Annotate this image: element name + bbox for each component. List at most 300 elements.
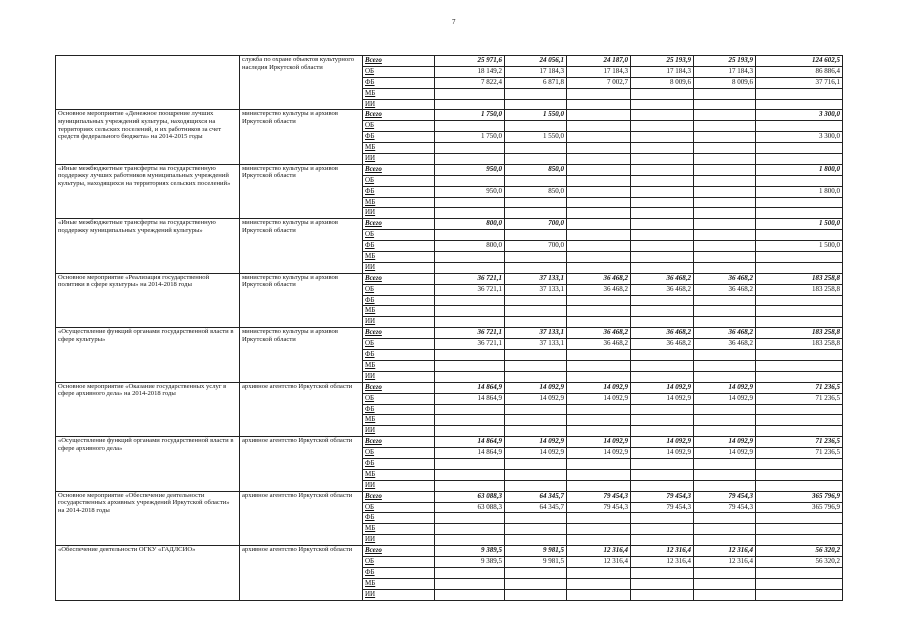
year-value-cell: 25 193,9 <box>694 56 756 67</box>
year-value-cell <box>567 513 631 524</box>
year-value-cell: 14 092,9 <box>505 437 567 448</box>
executor-name: министерство культуры и архивов Иркутской области <box>240 273 363 327</box>
year-value-cell <box>694 589 756 600</box>
total-cell <box>756 415 843 426</box>
total-cell <box>756 154 843 165</box>
year-value-cell: 9 389,5 <box>435 556 505 567</box>
year-value-cell <box>505 295 567 306</box>
table-row <box>56 164 843 175</box>
year-value-cell <box>631 578 694 589</box>
year-value-cell <box>694 469 756 480</box>
year-value-cell <box>694 415 756 426</box>
funding-source: ОБ <box>363 230 435 241</box>
year-value-cell <box>505 252 567 263</box>
year-value-cell <box>694 578 756 589</box>
year-value-cell: 14 092,9 <box>567 437 631 448</box>
funding-source: МБ <box>363 578 435 589</box>
total-cell <box>756 121 843 132</box>
year-value-cell <box>694 306 756 317</box>
year-value-cell: 12 316,4 <box>694 546 756 557</box>
total-cell <box>756 317 843 328</box>
year-value-cell: 36 468,2 <box>567 328 631 339</box>
year-value-cell <box>567 219 631 230</box>
year-value-cell <box>567 317 631 328</box>
total-cell <box>756 371 843 382</box>
year-value-cell <box>631 219 694 230</box>
year-value-cell: 24 056,1 <box>505 56 567 67</box>
funding-source: Всего <box>363 164 435 175</box>
funding-source: ФБ <box>363 404 435 415</box>
funding-source: ОБ <box>363 121 435 132</box>
year-value-cell <box>694 175 756 186</box>
year-value-cell <box>505 208 567 219</box>
funding-source: ФБ <box>363 77 435 88</box>
budget-table <box>55 55 843 601</box>
total-cell: 1 500,0 <box>756 241 843 252</box>
year-value-cell <box>694 186 756 197</box>
year-value-cell <box>505 524 567 535</box>
year-value-cell: 950,0 <box>435 186 505 197</box>
year-value-cell <box>694 350 756 361</box>
total-cell: 1 800,0 <box>756 186 843 197</box>
year-value-cell <box>435 197 505 208</box>
year-value-cell: 36 468,2 <box>631 339 694 350</box>
total-cell <box>756 295 843 306</box>
activity-name: «Осуществление функций органами государственной власти в сфере культуры» <box>56 328 240 382</box>
executor-name: архивное агентство Иркутской области <box>240 546 363 600</box>
activity-name <box>56 56 240 110</box>
year-value-cell <box>631 458 694 469</box>
year-value-cell <box>505 371 567 382</box>
year-value-cell <box>567 426 631 437</box>
year-value-cell <box>631 197 694 208</box>
year-value-cell <box>567 415 631 426</box>
table-row <box>56 437 843 448</box>
year-value-cell <box>567 154 631 165</box>
year-value-cell <box>505 143 567 154</box>
year-value-cell: 14 092,9 <box>694 437 756 448</box>
table-row <box>56 56 843 67</box>
funding-source: Всего <box>363 437 435 448</box>
year-value-cell <box>505 458 567 469</box>
year-value-cell <box>631 469 694 480</box>
year-value-cell <box>505 197 567 208</box>
total-cell <box>756 535 843 546</box>
year-value-cell <box>694 426 756 437</box>
year-value-cell <box>567 252 631 263</box>
executor-name: архивное агентство Иркутской области <box>240 382 363 436</box>
year-value-cell: 79 454,3 <box>631 491 694 502</box>
year-value-cell <box>567 88 631 99</box>
year-value-cell <box>435 524 505 535</box>
year-value-cell <box>694 458 756 469</box>
table-row <box>56 328 843 339</box>
year-value-cell <box>694 513 756 524</box>
year-value-cell: 7 002,7 <box>567 77 631 88</box>
year-value-cell <box>631 262 694 273</box>
executor-name: служба по охране объектов культурного наследия Иркутской области <box>240 56 363 110</box>
funding-source: МБ <box>363 143 435 154</box>
year-value-cell <box>505 589 567 600</box>
total-cell <box>756 426 843 437</box>
funding-source: ФБ <box>363 186 435 197</box>
year-value-cell: 800,0 <box>435 219 505 230</box>
year-value-cell: 37 133,1 <box>505 273 567 284</box>
year-value-cell: 79 454,3 <box>694 502 756 513</box>
year-value-cell <box>505 404 567 415</box>
year-value-cell <box>631 371 694 382</box>
year-value-cell: 17 184,3 <box>631 66 694 77</box>
year-value-cell: 14 092,9 <box>505 393 567 404</box>
year-value-cell <box>435 404 505 415</box>
activity-name: Основное мероприятие «Денежное поощрение лучших муниципальных учреждений культуры, находящихся на территориях сельских поселений, и их работников за счет средств федерального бюджета» на 2014-2015 годы <box>56 110 240 164</box>
year-value-cell <box>567 132 631 143</box>
funding-source: ФБ <box>363 513 435 524</box>
funding-source: ОБ <box>363 175 435 186</box>
year-value-cell: 37 133,1 <box>505 339 567 350</box>
year-value-cell <box>567 306 631 317</box>
year-value-cell <box>435 99 505 110</box>
year-value-cell: 7 822,4 <box>435 77 505 88</box>
year-value-cell <box>631 360 694 371</box>
year-value-cell <box>505 535 567 546</box>
funding-source: МБ <box>363 252 435 263</box>
year-value-cell <box>435 154 505 165</box>
funding-source: ФБ <box>363 458 435 469</box>
year-value-cell <box>631 589 694 600</box>
funding-source: ИИ <box>363 262 435 273</box>
year-value-cell: 14 092,9 <box>631 382 694 393</box>
year-value-cell <box>567 241 631 252</box>
total-cell: 56 320,2 <box>756 556 843 567</box>
year-value-cell <box>631 132 694 143</box>
year-value-cell <box>694 480 756 491</box>
funding-source: ИИ <box>363 371 435 382</box>
year-value-cell: 14 092,9 <box>505 382 567 393</box>
year-value-cell <box>435 360 505 371</box>
funding-source: МБ <box>363 360 435 371</box>
year-value-cell <box>505 88 567 99</box>
year-value-cell: 12 316,4 <box>694 556 756 567</box>
year-value-cell <box>435 306 505 317</box>
year-value-cell: 1 750,0 <box>435 110 505 121</box>
year-value-cell: 36 468,2 <box>694 339 756 350</box>
total-cell <box>756 208 843 219</box>
funding-source: ИИ <box>363 480 435 491</box>
funding-source: ОБ <box>363 556 435 567</box>
funding-source: ФБ <box>363 350 435 361</box>
year-value-cell: 36 721,1 <box>435 284 505 295</box>
year-value-cell <box>694 317 756 328</box>
total-cell: 86 886,4 <box>756 66 843 77</box>
year-value-cell: 14 092,9 <box>631 393 694 404</box>
funding-source: ОБ <box>363 66 435 77</box>
funding-source: ФБ <box>363 241 435 252</box>
year-value-cell: 79 454,3 <box>567 502 631 513</box>
page-number: 7 <box>452 18 456 26</box>
year-value-cell <box>435 426 505 437</box>
year-value-cell: 9 981,5 <box>505 546 567 557</box>
total-cell <box>756 175 843 186</box>
year-value-cell: 9 981,5 <box>505 556 567 567</box>
total-cell <box>756 589 843 600</box>
year-value-cell <box>505 480 567 491</box>
year-value-cell <box>694 208 756 219</box>
year-value-cell: 700,0 <box>505 219 567 230</box>
year-value-cell: 64 345,7 <box>505 502 567 513</box>
year-value-cell <box>567 295 631 306</box>
year-value-cell: 14 092,9 <box>631 448 694 459</box>
year-value-cell: 14 092,9 <box>631 437 694 448</box>
year-value-cell <box>435 371 505 382</box>
year-value-cell <box>631 110 694 121</box>
year-value-cell <box>567 164 631 175</box>
year-value-cell <box>435 121 505 132</box>
total-cell <box>756 567 843 578</box>
year-value-cell: 9 389,5 <box>435 546 505 557</box>
year-value-cell <box>694 371 756 382</box>
year-value-cell: 63 088,3 <box>435 491 505 502</box>
year-value-cell <box>567 230 631 241</box>
year-value-cell <box>694 241 756 252</box>
year-value-cell: 14 092,9 <box>694 382 756 393</box>
year-value-cell: 14 092,9 <box>505 448 567 459</box>
executor-name: министерство культуры и архивов Иркутской области <box>240 219 363 273</box>
year-value-cell <box>505 121 567 132</box>
year-value-cell <box>694 262 756 273</box>
funding-source: Всего <box>363 56 435 67</box>
year-value-cell <box>694 219 756 230</box>
year-value-cell: 17 184,3 <box>567 66 631 77</box>
total-cell: 1 800,0 <box>756 164 843 175</box>
year-value-cell: 850,0 <box>505 186 567 197</box>
year-value-cell: 63 088,3 <box>435 502 505 513</box>
funding-source: Всего <box>363 219 435 230</box>
year-value-cell <box>631 295 694 306</box>
year-value-cell: 700,0 <box>505 241 567 252</box>
year-value-cell <box>631 143 694 154</box>
total-cell <box>756 99 843 110</box>
year-value-cell <box>505 306 567 317</box>
total-cell <box>756 458 843 469</box>
activity-name: Основное мероприятие «Оказание государственных услуг в сфере архивного дела» на 2014-2018 годы <box>56 382 240 436</box>
year-value-cell <box>567 480 631 491</box>
activity-name: «Осуществление функций органами государственной власти в сфере архивного дела» <box>56 437 240 491</box>
year-value-cell <box>631 175 694 186</box>
total-cell <box>756 197 843 208</box>
funding-source: ОБ <box>363 284 435 295</box>
year-value-cell: 12 316,4 <box>567 556 631 567</box>
year-value-cell <box>435 317 505 328</box>
year-value-cell <box>505 415 567 426</box>
year-value-cell <box>631 350 694 361</box>
year-value-cell <box>435 143 505 154</box>
year-value-cell <box>435 578 505 589</box>
funding-source: Всего <box>363 546 435 557</box>
year-value-cell <box>631 306 694 317</box>
total-cell: 1 500,0 <box>756 219 843 230</box>
year-value-cell <box>694 524 756 535</box>
year-value-cell: 36 468,2 <box>631 328 694 339</box>
total-cell: 183 258,8 <box>756 328 843 339</box>
funding-source: Всего <box>363 491 435 502</box>
year-value-cell <box>631 535 694 546</box>
year-value-cell: 79 454,3 <box>694 491 756 502</box>
year-value-cell: 1 550,0 <box>505 110 567 121</box>
year-value-cell <box>631 524 694 535</box>
year-value-cell <box>694 197 756 208</box>
year-value-cell <box>694 143 756 154</box>
year-value-cell <box>631 99 694 110</box>
year-value-cell: 18 149,2 <box>435 66 505 77</box>
year-value-cell <box>567 567 631 578</box>
activity-name: «Иные межбюджетные трансферты на государственную поддержку муниципальных учреждений культуры» <box>56 219 240 273</box>
year-value-cell <box>694 154 756 165</box>
year-value-cell <box>694 132 756 143</box>
year-value-cell: 14 092,9 <box>567 393 631 404</box>
year-value-cell <box>567 404 631 415</box>
year-value-cell <box>435 480 505 491</box>
total-cell: 3 300,0 <box>756 132 843 143</box>
year-value-cell: 12 316,4 <box>631 556 694 567</box>
year-value-cell <box>694 99 756 110</box>
total-cell <box>756 578 843 589</box>
total-cell: 365 796,9 <box>756 502 843 513</box>
funding-source: Всего <box>363 273 435 284</box>
year-value-cell <box>631 480 694 491</box>
year-value-cell <box>435 175 505 186</box>
year-value-cell <box>631 404 694 415</box>
year-value-cell <box>694 110 756 121</box>
year-value-cell <box>694 88 756 99</box>
executor-name: архивное агентство Иркутской области <box>240 437 363 491</box>
funding-source: ОБ <box>363 502 435 513</box>
year-value-cell <box>694 360 756 371</box>
year-value-cell <box>631 121 694 132</box>
total-cell <box>756 306 843 317</box>
year-value-cell <box>435 208 505 219</box>
year-value-cell <box>435 252 505 263</box>
total-cell <box>756 230 843 241</box>
year-value-cell: 14 092,9 <box>567 382 631 393</box>
year-value-cell <box>435 415 505 426</box>
executor-name: министерство культуры и архивов Иркутской области <box>240 110 363 164</box>
year-value-cell: 36 468,2 <box>567 273 631 284</box>
year-value-cell: 14 864,9 <box>435 437 505 448</box>
year-value-cell <box>567 589 631 600</box>
year-value-cell <box>435 589 505 600</box>
year-value-cell <box>435 513 505 524</box>
total-cell: 71 236,5 <box>756 448 843 459</box>
year-value-cell: 14 864,9 <box>435 382 505 393</box>
year-value-cell: 36 468,2 <box>631 273 694 284</box>
year-value-cell <box>694 121 756 132</box>
year-value-cell <box>694 164 756 175</box>
year-value-cell <box>435 230 505 241</box>
year-value-cell <box>631 513 694 524</box>
year-value-cell: 1 750,0 <box>435 132 505 143</box>
year-value-cell <box>631 241 694 252</box>
year-value-cell: 36 468,2 <box>567 284 631 295</box>
year-value-cell <box>505 175 567 186</box>
total-cell: 71 236,5 <box>756 382 843 393</box>
year-value-cell <box>631 208 694 219</box>
year-value-cell <box>505 99 567 110</box>
year-value-cell <box>567 110 631 121</box>
activity-name: Основное мероприятие «Реализация государственной политики в сфере культуры» на 2014-2018 годы <box>56 273 240 327</box>
year-value-cell <box>567 578 631 589</box>
year-value-cell: 17 184,3 <box>505 66 567 77</box>
year-value-cell <box>694 535 756 546</box>
year-value-cell <box>631 230 694 241</box>
year-value-cell <box>567 99 631 110</box>
year-value-cell <box>435 535 505 546</box>
year-value-cell <box>505 578 567 589</box>
total-cell <box>756 480 843 491</box>
year-value-cell <box>505 567 567 578</box>
year-value-cell: 8 009,6 <box>631 77 694 88</box>
year-value-cell <box>435 458 505 469</box>
year-value-cell <box>567 262 631 273</box>
year-value-cell <box>567 175 631 186</box>
year-value-cell <box>694 295 756 306</box>
total-cell <box>756 360 843 371</box>
year-value-cell: 36 468,2 <box>694 273 756 284</box>
year-value-cell <box>505 230 567 241</box>
funding-source: МБ <box>363 88 435 99</box>
year-value-cell <box>631 252 694 263</box>
year-value-cell: 36 468,2 <box>694 284 756 295</box>
funding-source: МБ <box>363 415 435 426</box>
total-cell: 71 236,5 <box>756 393 843 404</box>
table-row <box>56 219 843 230</box>
activity-name: «Иные межбюджетные трансферты на государственную поддержку лучших работников муниципальных учреждений культуры, находящихся на территориях сельских поселений» <box>56 164 240 218</box>
year-value-cell <box>435 295 505 306</box>
total-cell <box>756 513 843 524</box>
year-value-cell: 37 133,1 <box>505 284 567 295</box>
year-value-cell: 8 009,6 <box>694 77 756 88</box>
year-value-cell <box>567 524 631 535</box>
funding-source: МБ <box>363 306 435 317</box>
year-value-cell: 17 184,3 <box>694 66 756 77</box>
total-cell: 3 300,0 <box>756 110 843 121</box>
year-value-cell: 1 550,0 <box>505 132 567 143</box>
funding-source: ИИ <box>363 154 435 165</box>
funding-source: ФБ <box>363 132 435 143</box>
year-value-cell <box>435 350 505 361</box>
year-value-cell: 79 454,3 <box>567 491 631 502</box>
total-cell <box>756 262 843 273</box>
year-value-cell <box>435 262 505 273</box>
total-cell: 56 320,2 <box>756 546 843 557</box>
year-value-cell: 36 721,1 <box>435 328 505 339</box>
year-value-cell: 12 316,4 <box>631 546 694 557</box>
year-value-cell: 14 092,9 <box>694 393 756 404</box>
year-value-cell: 14 092,9 <box>567 448 631 459</box>
year-value-cell <box>694 230 756 241</box>
year-value-cell: 79 454,3 <box>631 502 694 513</box>
funding-source: МБ <box>363 524 435 535</box>
funding-source: Всего <box>363 110 435 121</box>
year-value-cell <box>505 350 567 361</box>
total-cell: 183 258,8 <box>756 273 843 284</box>
year-value-cell: 12 316,4 <box>567 546 631 557</box>
funding-source: ФБ <box>363 567 435 578</box>
year-value-cell <box>631 154 694 165</box>
year-value-cell <box>505 426 567 437</box>
table-row <box>56 491 843 502</box>
year-value-cell: 25 193,9 <box>631 56 694 67</box>
